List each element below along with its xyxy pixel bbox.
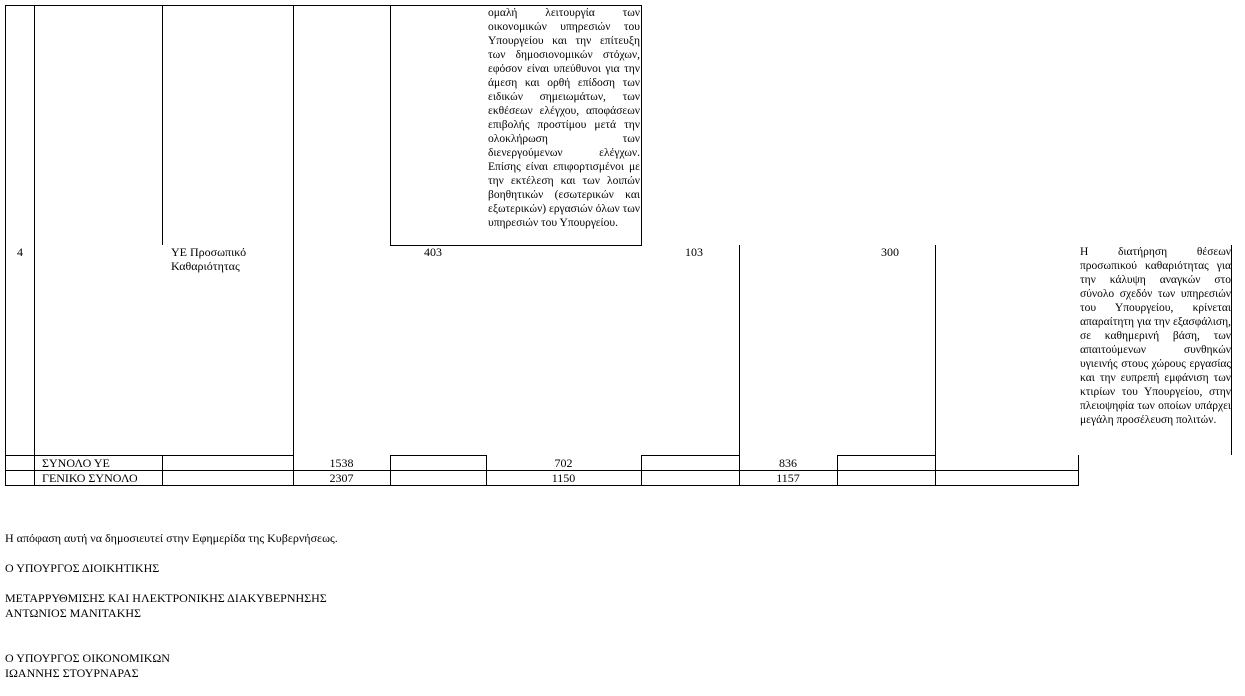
row-justification: Η διατήρηση θέσεων προσωπικού καθαριότητας για την κάλυψη αναγκών στο σύνολο σχεδόν των υπηρεσιών του Υπουργείου, κρίνεται απαραίτητη για την εξασφάλιση, σε καθημερινή βάση, των απαιτούμενων συνθηκών υγιεινής στους χώρους εργασίας και την ευπρεπή εμφάνιση των κτιρίων του Υπουργείου, στην πλειοψηφία των οποίων υπάρχει μεγάλη προσέλευση πολιτών. [1080,246,1231,426]
minister-2-title: Ο ΥΠΟΥΡΓΟΣ ΟΙΚΟΝΟΜΙΚΩΝ [5,651,170,665]
subtotal-vacant: 836 [779,456,797,470]
table-border [641,455,740,456]
minister-1-name: ΑΝΤΩΝΙΟΣ ΜΑΝΙΤΑΚΗΣ [5,606,142,620]
row-category: ΥΕ Προσωπικό Καθαριότητας [171,245,247,273]
table-border [293,5,294,455]
grand-total-filled: 1150 [551,471,576,485]
minister-1-title-line-2: ΜΕΤΑΡΡΥΘΜΙΣΗΣ ΚΑΙ ΗΛΕΚΤΡΟΝΙΚΗΣ ΔΙΑΚΥΒΕΡΝΗΣΗΣ [5,591,327,605]
table-border [641,5,642,245]
table-border [837,455,936,456]
minister-1-title-line-1: Ο ΥΠΟΥΡΓΟΣ ΔΙΟΙΚΗΤΙΚΗΣ [5,561,160,575]
row-vacant-positions: 300 [881,245,899,259]
grand-total-label: ΓΕΝΙΚΟ ΣΥΝΟΛΟ [42,471,138,485]
row-total-positions: 403 [424,245,442,259]
table-border [162,5,163,245]
row-filled-positions: 103 [685,245,703,259]
table-border [390,5,391,245]
subtotal-filled: 702 [554,456,573,470]
table-border [1231,245,1232,455]
table-border [5,485,1079,486]
grand-total-vacant: 1157 [776,471,800,485]
minister-2-name: ΙΩΑΝΝΗΣ ΣΤΟΥΡΝΑΡΑΣ [5,666,139,680]
grand-total-total: 2307 [329,471,354,485]
table-border [390,455,487,456]
table-border [739,245,740,455]
subtotal-label: ΣΥΝΟΛΟ ΥΕ [42,456,110,470]
subtotal-total: 1538 [329,456,354,470]
row-number: 4 [17,245,23,259]
table-border [935,245,936,455]
publication-notice: Η απόφαση αυτή να δημοσιευτεί στην Εφημερίδα της Κυβερνήσεως. [5,531,338,545]
table-border [34,5,35,486]
previous-row-description: ομαλή λειτουργία των οικονομικών υπηρεσιών του Υπουργείου και την επίτευξη των δημοσιονομικών στόχων, εφόσον είναι υπεύθυνοι για την άμεση και ορθή επίδοση των ειδικών σημειωμάτων, των εκθέσεων ελέγχου, αποφάσεων επιβολής προστίμου μετά την ολοκλήρωση των διενεργούμενων ελέγχων. Επίσης είναι επιφορτισμένοι με την εκτέλεση και των λοιπών βοηθητικών (εσωτερικών και εξωτερικών) εργασιών όλων των υπηρεσιών του Υπουργείου. [488,7,640,229]
